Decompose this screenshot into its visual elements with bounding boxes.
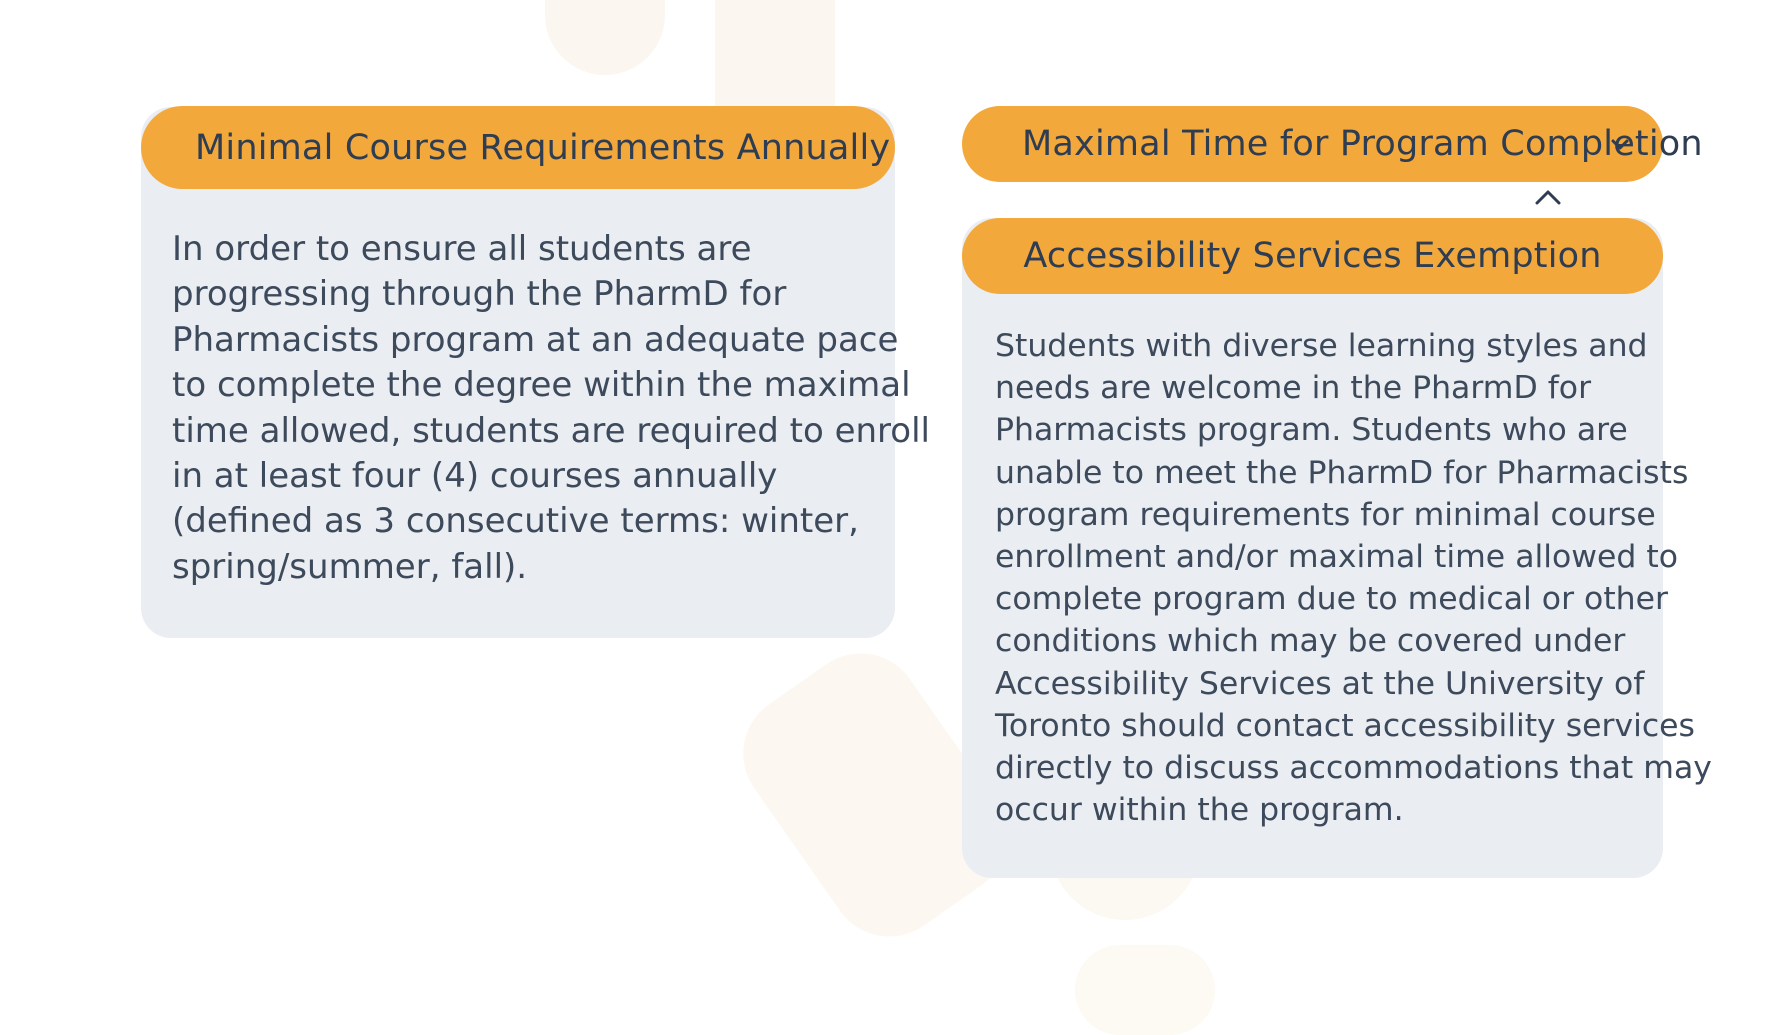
text-line: Pharmacists program at an adequate pace	[172, 319, 899, 360]
text-line: unable to meet the PharmD for Pharmacists	[995, 454, 1689, 491]
text-line: in at least four (4) courses annually	[172, 456, 778, 497]
text-line: In order to ensure all students are	[172, 229, 752, 269]
text-line: to complete the degree within the maximal	[172, 365, 911, 406]
maximal-time-accordion-header[interactable]	[962, 106, 1703, 182]
text-line: Toronto should contact accessibility services	[995, 707, 1695, 744]
text-line: progressing through the PharmD for	[172, 274, 787, 315]
text-line: time allowed, students are required to enroll	[172, 410, 930, 451]
text-line: occur within the program.	[995, 792, 1404, 829]
text-line: complete program due to medical or other	[995, 581, 1668, 618]
text-line: Students with diverse learning styles and	[995, 328, 1648, 364]
background-decoration	[1075, 945, 1215, 1035]
background-decoration	[545, 0, 665, 75]
text-line: Accessibility Services at the University of	[995, 665, 1645, 702]
accordion-title: Accessibility Services Exemption	[1023, 236, 1602, 276]
text-line: enrollment and/or maximal time allowed to	[995, 539, 1679, 576]
accessibility-services-text	[995, 325, 1712, 831]
text-line: (defined as 3 consecutive terms: winter,	[172, 501, 859, 542]
text-line: directly to discuss accommodations that may	[995, 750, 1712, 787]
text-line: spring/summer, fall).	[172, 546, 528, 587]
chevron-down-icon[interactable]	[1607, 135, 1633, 155]
accessibility-services-accordion-header[interactable]	[962, 218, 1663, 294]
text-line: Pharmacists program. Students who are	[995, 412, 1628, 449]
card-title: Minimal Course Requirements Annually	[195, 127, 891, 168]
minimal-course-requirements-text	[172, 227, 930, 590]
accordion-title: Maximal Time for Program Completion	[1022, 124, 1703, 164]
chevron-up-icon[interactable]	[1535, 187, 1561, 207]
text-line: program requirements for minimal course	[995, 496, 1656, 533]
minimal-course-requirements-header	[141, 106, 895, 189]
text-line: needs are welcome in the PharmD for	[995, 370, 1592, 407]
text-line: conditions which may be covered under	[995, 623, 1626, 660]
